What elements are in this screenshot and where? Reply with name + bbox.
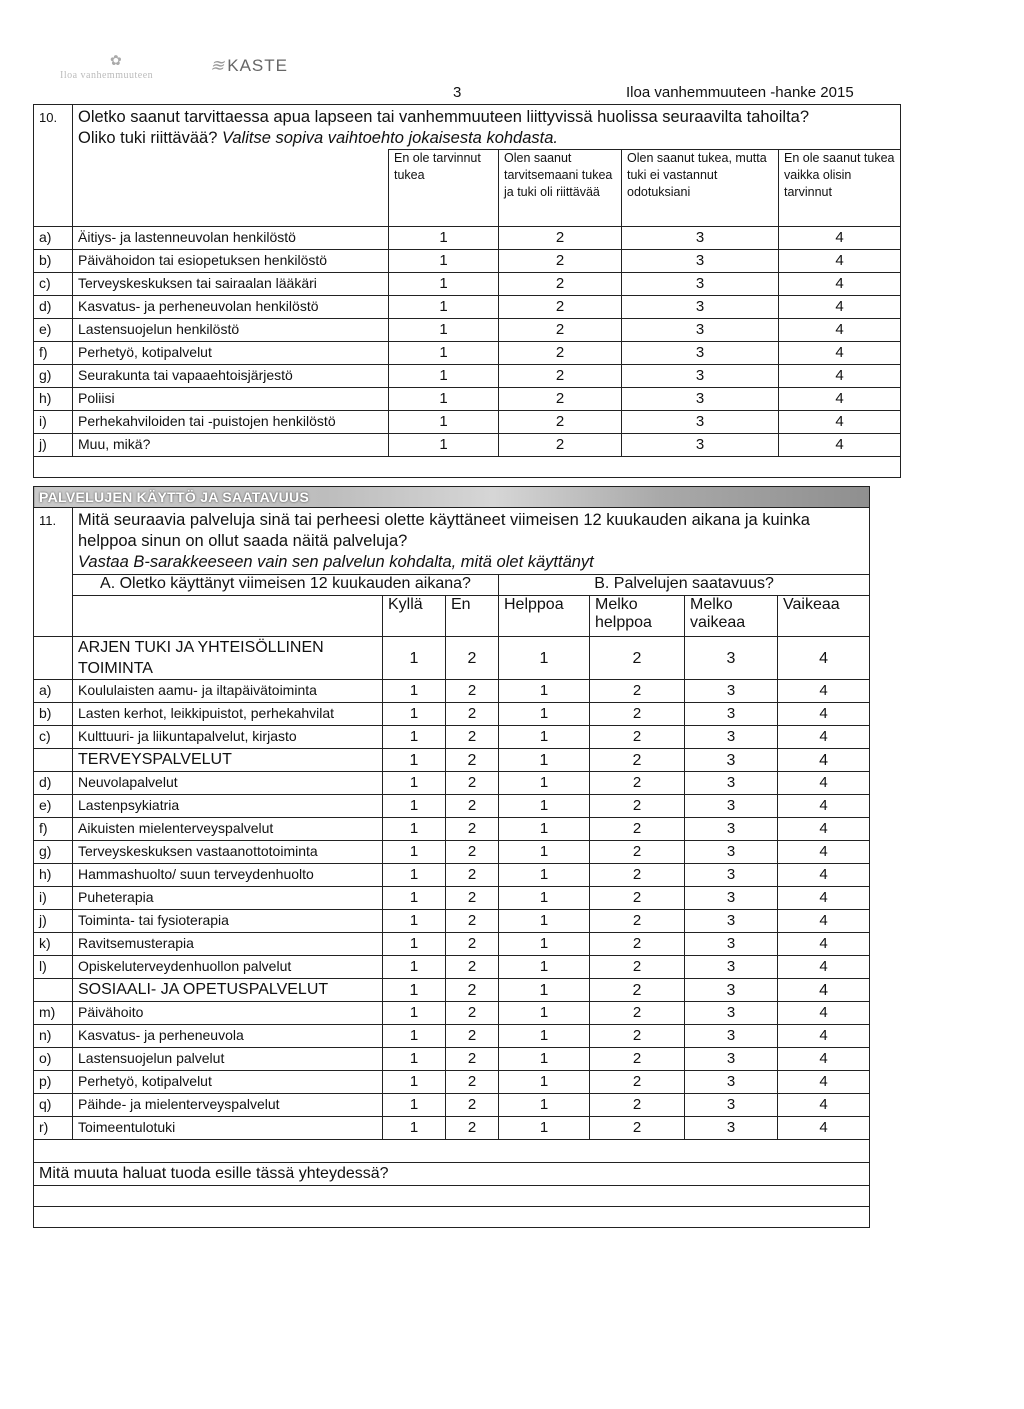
row-letter: h)	[34, 387, 73, 410]
option-4[interactable]: 4	[779, 433, 901, 456]
availability-hard[interactable]: 4	[778, 637, 870, 680]
row-label: Muu, mikä?	[73, 433, 389, 456]
table-row	[34, 1117, 870, 1140]
availability-easy[interactable]: 1	[499, 841, 590, 864]
availability-fairly-easy[interactable]: 2	[590, 979, 685, 1002]
answer-no[interactable]: 2	[446, 1025, 499, 1048]
table-row	[34, 433, 901, 456]
option-2[interactable]: 2	[499, 249, 622, 272]
question-number: 10.	[34, 105, 73, 227]
question-instruction: Vastaa B-sarakkeeseen vain sen palvelun kohdalta, mitä olet käyttänyt	[78, 553, 594, 571]
table-row	[34, 1071, 870, 1094]
answer-yes[interactable]: 1	[383, 1025, 446, 1048]
option-2[interactable]: 2	[499, 433, 622, 456]
availability-easy[interactable]: 1	[499, 1117, 590, 1140]
availability-hard[interactable]: 4	[778, 795, 870, 818]
option-2[interactable]: 2	[499, 295, 622, 318]
answer-no[interactable]: 2	[446, 795, 499, 818]
question-main: Mitä seuraavia palveluja sinä tai perheesi olette käyttäneet viimeisen 12 kuukauden aikana ja kuinka helppoa sinun on ollut saada näitä palveluja?	[78, 511, 810, 550]
row-letter: j)	[34, 433, 73, 456]
flower-logo-icon: ✿	[110, 52, 122, 68]
availability-fairly-easy[interactable]: 2	[590, 933, 685, 956]
row-letter: a)	[34, 226, 73, 249]
option-1[interactable]: 1	[389, 272, 499, 295]
table-row	[34, 818, 870, 841]
availability-fairly-hard[interactable]: 3	[685, 1002, 778, 1025]
table-row	[34, 772, 870, 795]
option-3[interactable]: 3	[622, 295, 779, 318]
availability-fairly-easy[interactable]: 2	[590, 1025, 685, 1048]
availability-hard[interactable]: 4	[778, 1094, 870, 1117]
availability-hard[interactable]: 4	[778, 956, 870, 979]
availability-fairly-hard[interactable]: 3	[685, 749, 778, 772]
row-letter: m)	[34, 1002, 73, 1025]
option-1[interactable]: 1	[389, 318, 499, 341]
answer-no[interactable]: 2	[446, 637, 499, 680]
table-row	[34, 956, 870, 979]
row-letter: f)	[34, 818, 73, 841]
kaste-logo: ≋ KASTE	[210, 56, 288, 75]
availability-fairly-easy[interactable]: 2	[590, 864, 685, 887]
answer-yes[interactable]: 1	[383, 726, 446, 749]
availability-fairly-hard[interactable]: 3	[685, 1094, 778, 1117]
option-2[interactable]: 2	[499, 387, 622, 410]
availability-fairly-easy[interactable]: 2	[590, 795, 685, 818]
row-label: Kulttuuri- ja liikuntapalvelut, kirjasto	[73, 726, 383, 749]
row-letter: g)	[34, 841, 73, 864]
availability-fairly-hard[interactable]: 3	[685, 637, 778, 680]
category-row	[34, 637, 870, 680]
option-3[interactable]: 3	[622, 272, 779, 295]
availability-easy[interactable]: 1	[499, 1025, 590, 1048]
option-4[interactable]: 4	[779, 295, 901, 318]
answer-no[interactable]: 2	[446, 703, 499, 726]
option-3[interactable]: 3	[622, 341, 779, 364]
answer-no[interactable]: 2	[446, 979, 499, 1002]
answer-no[interactable]: 2	[446, 1071, 499, 1094]
option-3[interactable]: 3	[622, 410, 779, 433]
row-label: Puheterapia	[73, 887, 383, 910]
availability-fairly-hard[interactable]: 3	[685, 1117, 778, 1140]
answer-yes[interactable]: 1	[383, 910, 446, 933]
availability-fairly-hard[interactable]: 3	[685, 887, 778, 910]
row-letter: n)	[34, 1025, 73, 1048]
table-row	[34, 387, 901, 410]
answer-yes[interactable]: 1	[383, 887, 446, 910]
group-b-header: B. Palvelujen saatavuus?	[499, 575, 870, 596]
row-letter: d)	[34, 772, 73, 795]
answer-no[interactable]: 2	[446, 1117, 499, 1140]
category-label: ARJEN TUKI JA YHTEISÖLLINEN TOIMINTA	[73, 637, 383, 680]
availability-hard[interactable]: 4	[778, 933, 870, 956]
availability-hard[interactable]: 4	[778, 772, 870, 795]
table-row	[34, 726, 870, 749]
table-row	[34, 1025, 870, 1048]
availability-easy[interactable]: 1	[499, 1002, 590, 1025]
row-letter: l)	[34, 956, 73, 979]
availability-easy[interactable]: 1	[499, 818, 590, 841]
row-label: Äitiys- ja lastenneuvolan henkilöstö	[73, 226, 389, 249]
answer-no[interactable]: 2	[446, 749, 499, 772]
row-label: Seurakunta tai vapaaehtoisjärjestö	[73, 364, 389, 387]
option-4[interactable]: 4	[779, 341, 901, 364]
row-label: Päihde- ja mielenterveyspalvelut	[73, 1094, 383, 1117]
option-3[interactable]: 3	[622, 318, 779, 341]
row-letter: e)	[34, 795, 73, 818]
availability-easy[interactable]: 1	[499, 772, 590, 795]
availability-hard[interactable]: 4	[778, 1048, 870, 1071]
option-2[interactable]: 2	[499, 318, 622, 341]
availability-hard[interactable]: 4	[778, 887, 870, 910]
answer-yes[interactable]: 1	[383, 1094, 446, 1117]
availability-easy[interactable]: 1	[499, 956, 590, 979]
question-text	[73, 105, 901, 150]
availability-fairly-hard[interactable]: 3	[685, 933, 778, 956]
answer-no[interactable]: 2	[446, 910, 499, 933]
row-letter: j)	[34, 910, 73, 933]
answer-yes[interactable]: 1	[383, 933, 446, 956]
header-logos	[60, 48, 360, 98]
answer-yes[interactable]: 1	[383, 979, 446, 1002]
row-label: Päivähoidon tai esiopetuksen henkilöstö	[73, 249, 389, 272]
availability-fairly-easy[interactable]: 2	[590, 680, 685, 703]
answer-yes[interactable]: 1	[383, 1048, 446, 1071]
availability-fairly-easy[interactable]: 2	[590, 772, 685, 795]
option-4[interactable]: 4	[779, 364, 901, 387]
availability-fairly-easy[interactable]: 2	[590, 1071, 685, 1094]
table-row	[34, 1048, 870, 1071]
row-letter	[34, 637, 73, 680]
table-row	[34, 272, 901, 295]
iloa-logo: Iloa vanhemmuuteen	[60, 70, 154, 81]
table-row	[34, 341, 901, 364]
row-letter: p)	[34, 1071, 73, 1094]
availability-fairly-hard[interactable]: 3	[685, 864, 778, 887]
answer-yes[interactable]: 1	[383, 772, 446, 795]
option-1[interactable]: 1	[389, 249, 499, 272]
col-fairly-hard: Melko vaikeaa	[685, 596, 778, 637]
option-1[interactable]: 1	[389, 341, 499, 364]
answer-yes[interactable]: 1	[383, 680, 446, 703]
row-label: Aikuisten mielenterveyspalvelut	[73, 818, 383, 841]
answer-no[interactable]: 2	[446, 841, 499, 864]
answer-yes[interactable]: 1	[383, 841, 446, 864]
row-letter: r)	[34, 1117, 73, 1140]
row-letter: h)	[34, 864, 73, 887]
option-1[interactable]: 1	[389, 295, 499, 318]
answer-no[interactable]: 2	[446, 818, 499, 841]
availability-easy[interactable]: 1	[499, 703, 590, 726]
row-label: Koululaisten aamu- ja iltapäivätoiminta	[73, 680, 383, 703]
table-row	[34, 1094, 870, 1117]
availability-fairly-hard[interactable]: 3	[685, 772, 778, 795]
availability-hard[interactable]: 4	[778, 818, 870, 841]
option-4[interactable]: 4	[779, 410, 901, 433]
row-letter: k)	[34, 933, 73, 956]
option-1[interactable]: 1	[389, 387, 499, 410]
option-3[interactable]: 3	[622, 226, 779, 249]
option-1[interactable]: 1	[389, 364, 499, 387]
row-label: Terveyskeskuksen tai sairaalan lääkäri	[73, 272, 389, 295]
availability-fairly-hard[interactable]: 3	[685, 703, 778, 726]
answer-no[interactable]: 2	[446, 680, 499, 703]
row-label: Perhetyö, kotipalvelut	[73, 1071, 383, 1094]
answer-yes[interactable]: 1	[383, 1117, 446, 1140]
row-label: Perhekahviloiden tai -puistojen henkilöstö	[73, 410, 389, 433]
availability-fairly-hard[interactable]: 3	[685, 726, 778, 749]
header-spacer	[73, 150, 389, 227]
table-row	[34, 364, 901, 387]
availability-easy[interactable]: 1	[499, 979, 590, 1002]
col-easy: Helppoa	[499, 596, 590, 637]
option-3[interactable]: 3	[622, 387, 779, 410]
row-letter	[34, 749, 73, 772]
answer-yes[interactable]: 1	[383, 1002, 446, 1025]
availability-hard[interactable]: 4	[778, 726, 870, 749]
row-letter: o)	[34, 1048, 73, 1071]
category-row	[34, 979, 870, 1002]
project-title: Iloa vanhemmuuteen -hanke 2015	[626, 84, 854, 101]
section-title: PALVELUJEN KÄYTTÖ JA SAATAVUUS	[34, 487, 870, 508]
table-row	[34, 864, 870, 887]
row-label: Opiskeluterveydenhuollon palvelut	[73, 956, 383, 979]
option-3[interactable]: 3	[622, 433, 779, 456]
availability-fairly-easy[interactable]: 2	[590, 1002, 685, 1025]
availability-hard[interactable]: 4	[778, 1117, 870, 1140]
question-instruction: Valitse sopiva vaihtoehto jokaisesta kohdasta.	[221, 129, 558, 147]
row-label: Päivähoito	[73, 1002, 383, 1025]
availability-fairly-easy[interactable]: 2	[590, 887, 685, 910]
category-label: TERVEYSPALVELUT	[73, 749, 383, 772]
row-letter: b)	[34, 249, 73, 272]
col-no: En	[446, 596, 499, 637]
row-letter	[34, 979, 73, 1002]
availability-fairly-easy[interactable]: 2	[590, 703, 685, 726]
availability-fairly-easy[interactable]: 2	[590, 1094, 685, 1117]
question-sub: Oliko tuki riittävää?	[78, 129, 218, 147]
row-label: Poliisi	[73, 387, 389, 410]
page-number: 3	[453, 84, 462, 101]
category-label: SOSIAALI- JA OPETUSPALVELUT	[73, 979, 383, 1002]
table-row	[34, 680, 870, 703]
table-row	[34, 226, 901, 249]
availability-easy[interactable]: 1	[499, 910, 590, 933]
availability-fairly-easy[interactable]: 2	[590, 637, 685, 680]
option-3[interactable]: 3	[622, 249, 779, 272]
answer-no[interactable]: 2	[446, 1048, 499, 1071]
availability-fairly-easy[interactable]: 2	[590, 726, 685, 749]
availability-fairly-hard[interactable]: 3	[685, 795, 778, 818]
final-question: Mitä muuta haluat tuoda esille tässä yhteydessä?	[34, 1163, 870, 1186]
availability-hard[interactable]: 4	[778, 1025, 870, 1048]
availability-fairly-hard[interactable]: 3	[685, 1048, 778, 1071]
availability-hard[interactable]: 4	[778, 1071, 870, 1094]
row-label: Hammashuolto/ suun terveydenhuolto	[73, 864, 383, 887]
option-2[interactable]: 2	[499, 226, 622, 249]
row-letter: d)	[34, 295, 73, 318]
table-row	[34, 933, 870, 956]
availability-easy[interactable]: 1	[499, 795, 590, 818]
answer-no[interactable]: 2	[446, 887, 499, 910]
answer-no[interactable]: 2	[446, 1002, 499, 1025]
row-label: Lastensuojelun palvelut	[73, 1048, 383, 1071]
table-row	[34, 410, 901, 433]
availability-fairly-hard[interactable]: 3	[685, 1071, 778, 1094]
answer-yes[interactable]: 1	[383, 818, 446, 841]
spacer-row	[34, 456, 901, 477]
row-letter: c)	[34, 726, 73, 749]
answer-yes[interactable]: 1	[383, 795, 446, 818]
option-1[interactable]: 1	[389, 226, 499, 249]
row-label: Lastensuojelun henkilöstö	[73, 318, 389, 341]
option-2[interactable]: 2	[499, 410, 622, 433]
availability-fairly-easy[interactable]: 2	[590, 1048, 685, 1071]
availability-easy[interactable]: 1	[499, 1094, 590, 1117]
answer-yes[interactable]: 1	[383, 637, 446, 680]
option-1[interactable]: 1	[389, 433, 499, 456]
col-hard: Vaikeaa	[778, 596, 870, 637]
option-4[interactable]: 4	[779, 318, 901, 341]
availability-hard[interactable]: 4	[778, 680, 870, 703]
answer-no[interactable]: 2	[446, 864, 499, 887]
row-letter: e)	[34, 318, 73, 341]
col-yes: Kyllä	[383, 596, 446, 637]
availability-hard[interactable]: 4	[778, 749, 870, 772]
availability-fairly-hard[interactable]: 3	[685, 979, 778, 1002]
option-4[interactable]: 4	[779, 272, 901, 295]
option-2[interactable]: 2	[499, 272, 622, 295]
answer-no[interactable]: 2	[446, 933, 499, 956]
availability-fairly-hard[interactable]: 3	[685, 1025, 778, 1048]
row-label: Terveyskeskuksen vastaanottotoiminta	[73, 841, 383, 864]
option-1[interactable]: 1	[389, 410, 499, 433]
row-letter: c)	[34, 272, 73, 295]
answer-line[interactable]	[34, 1186, 870, 1207]
row-label: Kasvatus- ja perheneuvola	[73, 1025, 383, 1048]
category-row	[34, 749, 870, 772]
question-11-table	[33, 486, 870, 1228]
column-header-1: En ole tarvinnut tukea	[389, 150, 499, 227]
question-text	[73, 508, 870, 575]
option-4[interactable]: 4	[779, 249, 901, 272]
availability-fairly-hard[interactable]: 3	[685, 841, 778, 864]
availability-fairly-easy[interactable]: 2	[590, 956, 685, 979]
availability-hard[interactable]: 4	[778, 1002, 870, 1025]
row-label: Toimeentulotuki	[73, 1117, 383, 1140]
answer-yes[interactable]: 1	[383, 1071, 446, 1094]
column-header-3: Olen saanut tukea, mutta tuki ei vastannut odotuksiani	[622, 150, 779, 227]
availability-fairly-hard[interactable]: 3	[685, 910, 778, 933]
question-number: 11.	[34, 508, 73, 637]
availability-easy[interactable]: 1	[499, 887, 590, 910]
row-letter: a)	[34, 680, 73, 703]
column-header-4: En ole saanut tukea vaikka olisin tarvinnut	[779, 150, 901, 227]
availability-easy[interactable]: 1	[499, 864, 590, 887]
kaste-mark-icon: ≋	[210, 56, 226, 75]
availability-fairly-hard[interactable]: 3	[685, 956, 778, 979]
answer-yes[interactable]: 1	[383, 749, 446, 772]
availability-easy[interactable]: 1	[499, 749, 590, 772]
row-label: Kasvatus- ja perheneuvolan henkilöstö	[73, 295, 389, 318]
availability-easy[interactable]: 1	[499, 726, 590, 749]
availability-easy[interactable]: 1	[499, 680, 590, 703]
row-letter: g)	[34, 364, 73, 387]
col-fairly-easy: Melko helppoa	[590, 596, 685, 637]
availability-hard[interactable]: 4	[778, 864, 870, 887]
row-label: Ravitsemusterapia	[73, 933, 383, 956]
row-letter: i)	[34, 887, 73, 910]
row-letter: f)	[34, 341, 73, 364]
option-4[interactable]: 4	[779, 387, 901, 410]
group-a-header: A. Oletko käyttänyt viimeisen 12 kuukauden aikana?	[73, 575, 499, 596]
table-row	[34, 318, 901, 341]
option-3[interactable]: 3	[622, 364, 779, 387]
availability-hard[interactable]: 4	[778, 841, 870, 864]
answer-yes[interactable]: 1	[383, 864, 446, 887]
availability-fairly-easy[interactable]: 2	[590, 749, 685, 772]
row-label: Perhetyö, kotipalvelut	[73, 341, 389, 364]
availability-hard[interactable]: 4	[778, 979, 870, 1002]
table-row	[34, 1002, 870, 1025]
availability-easy[interactable]: 1	[499, 1071, 590, 1094]
row-letter: i)	[34, 410, 73, 433]
availability-fairly-hard[interactable]: 3	[685, 818, 778, 841]
answer-yes[interactable]: 1	[383, 956, 446, 979]
question-10-table	[33, 104, 901, 478]
spacer-row	[34, 1140, 870, 1163]
row-letter: b)	[34, 703, 73, 726]
option-2[interactable]: 2	[499, 364, 622, 387]
table-row	[34, 703, 870, 726]
availability-easy[interactable]: 1	[499, 637, 590, 680]
answer-no[interactable]: 2	[446, 1094, 499, 1117]
question-main: Oletko saanut tarvittaessa apua lapseen tai vanhemmuuteen liittyvissä huolissa seuraavilta tahoilta?	[78, 108, 810, 126]
availability-fairly-easy[interactable]: 2	[590, 841, 685, 864]
header-spacer	[73, 596, 383, 637]
answer-no[interactable]: 2	[446, 726, 499, 749]
table-row	[34, 910, 870, 933]
answer-line[interactable]	[34, 1207, 870, 1228]
availability-fairly-easy[interactable]: 2	[590, 1117, 685, 1140]
column-header-2: Olen saanut tarvitsemaani tukea ja tuki oli riittävää	[499, 150, 622, 227]
row-label: Toiminta- tai fysioterapia	[73, 910, 383, 933]
availability-hard[interactable]: 4	[778, 703, 870, 726]
availability-fairly-easy[interactable]: 2	[590, 910, 685, 933]
answer-no[interactable]: 2	[446, 956, 499, 979]
row-label: Neuvolapalvelut	[73, 772, 383, 795]
table-row	[34, 841, 870, 864]
table-row	[34, 249, 901, 272]
answer-yes[interactable]: 1	[383, 703, 446, 726]
row-label: Lastenpsykiatria	[73, 795, 383, 818]
row-letter: q)	[34, 1094, 73, 1117]
availability-fairly-hard[interactable]: 3	[685, 680, 778, 703]
row-label: Lasten kerhot, leikkipuistot, perhekahvilat	[73, 703, 383, 726]
option-2[interactable]: 2	[499, 341, 622, 364]
availability-easy[interactable]: 1	[499, 1048, 590, 1071]
availability-easy[interactable]: 1	[499, 933, 590, 956]
availability-hard[interactable]: 4	[778, 910, 870, 933]
table-row	[34, 887, 870, 910]
availability-fairly-easy[interactable]: 2	[590, 818, 685, 841]
option-4[interactable]: 4	[779, 226, 901, 249]
table-row	[34, 295, 901, 318]
table-row	[34, 795, 870, 818]
answer-no[interactable]: 2	[446, 772, 499, 795]
